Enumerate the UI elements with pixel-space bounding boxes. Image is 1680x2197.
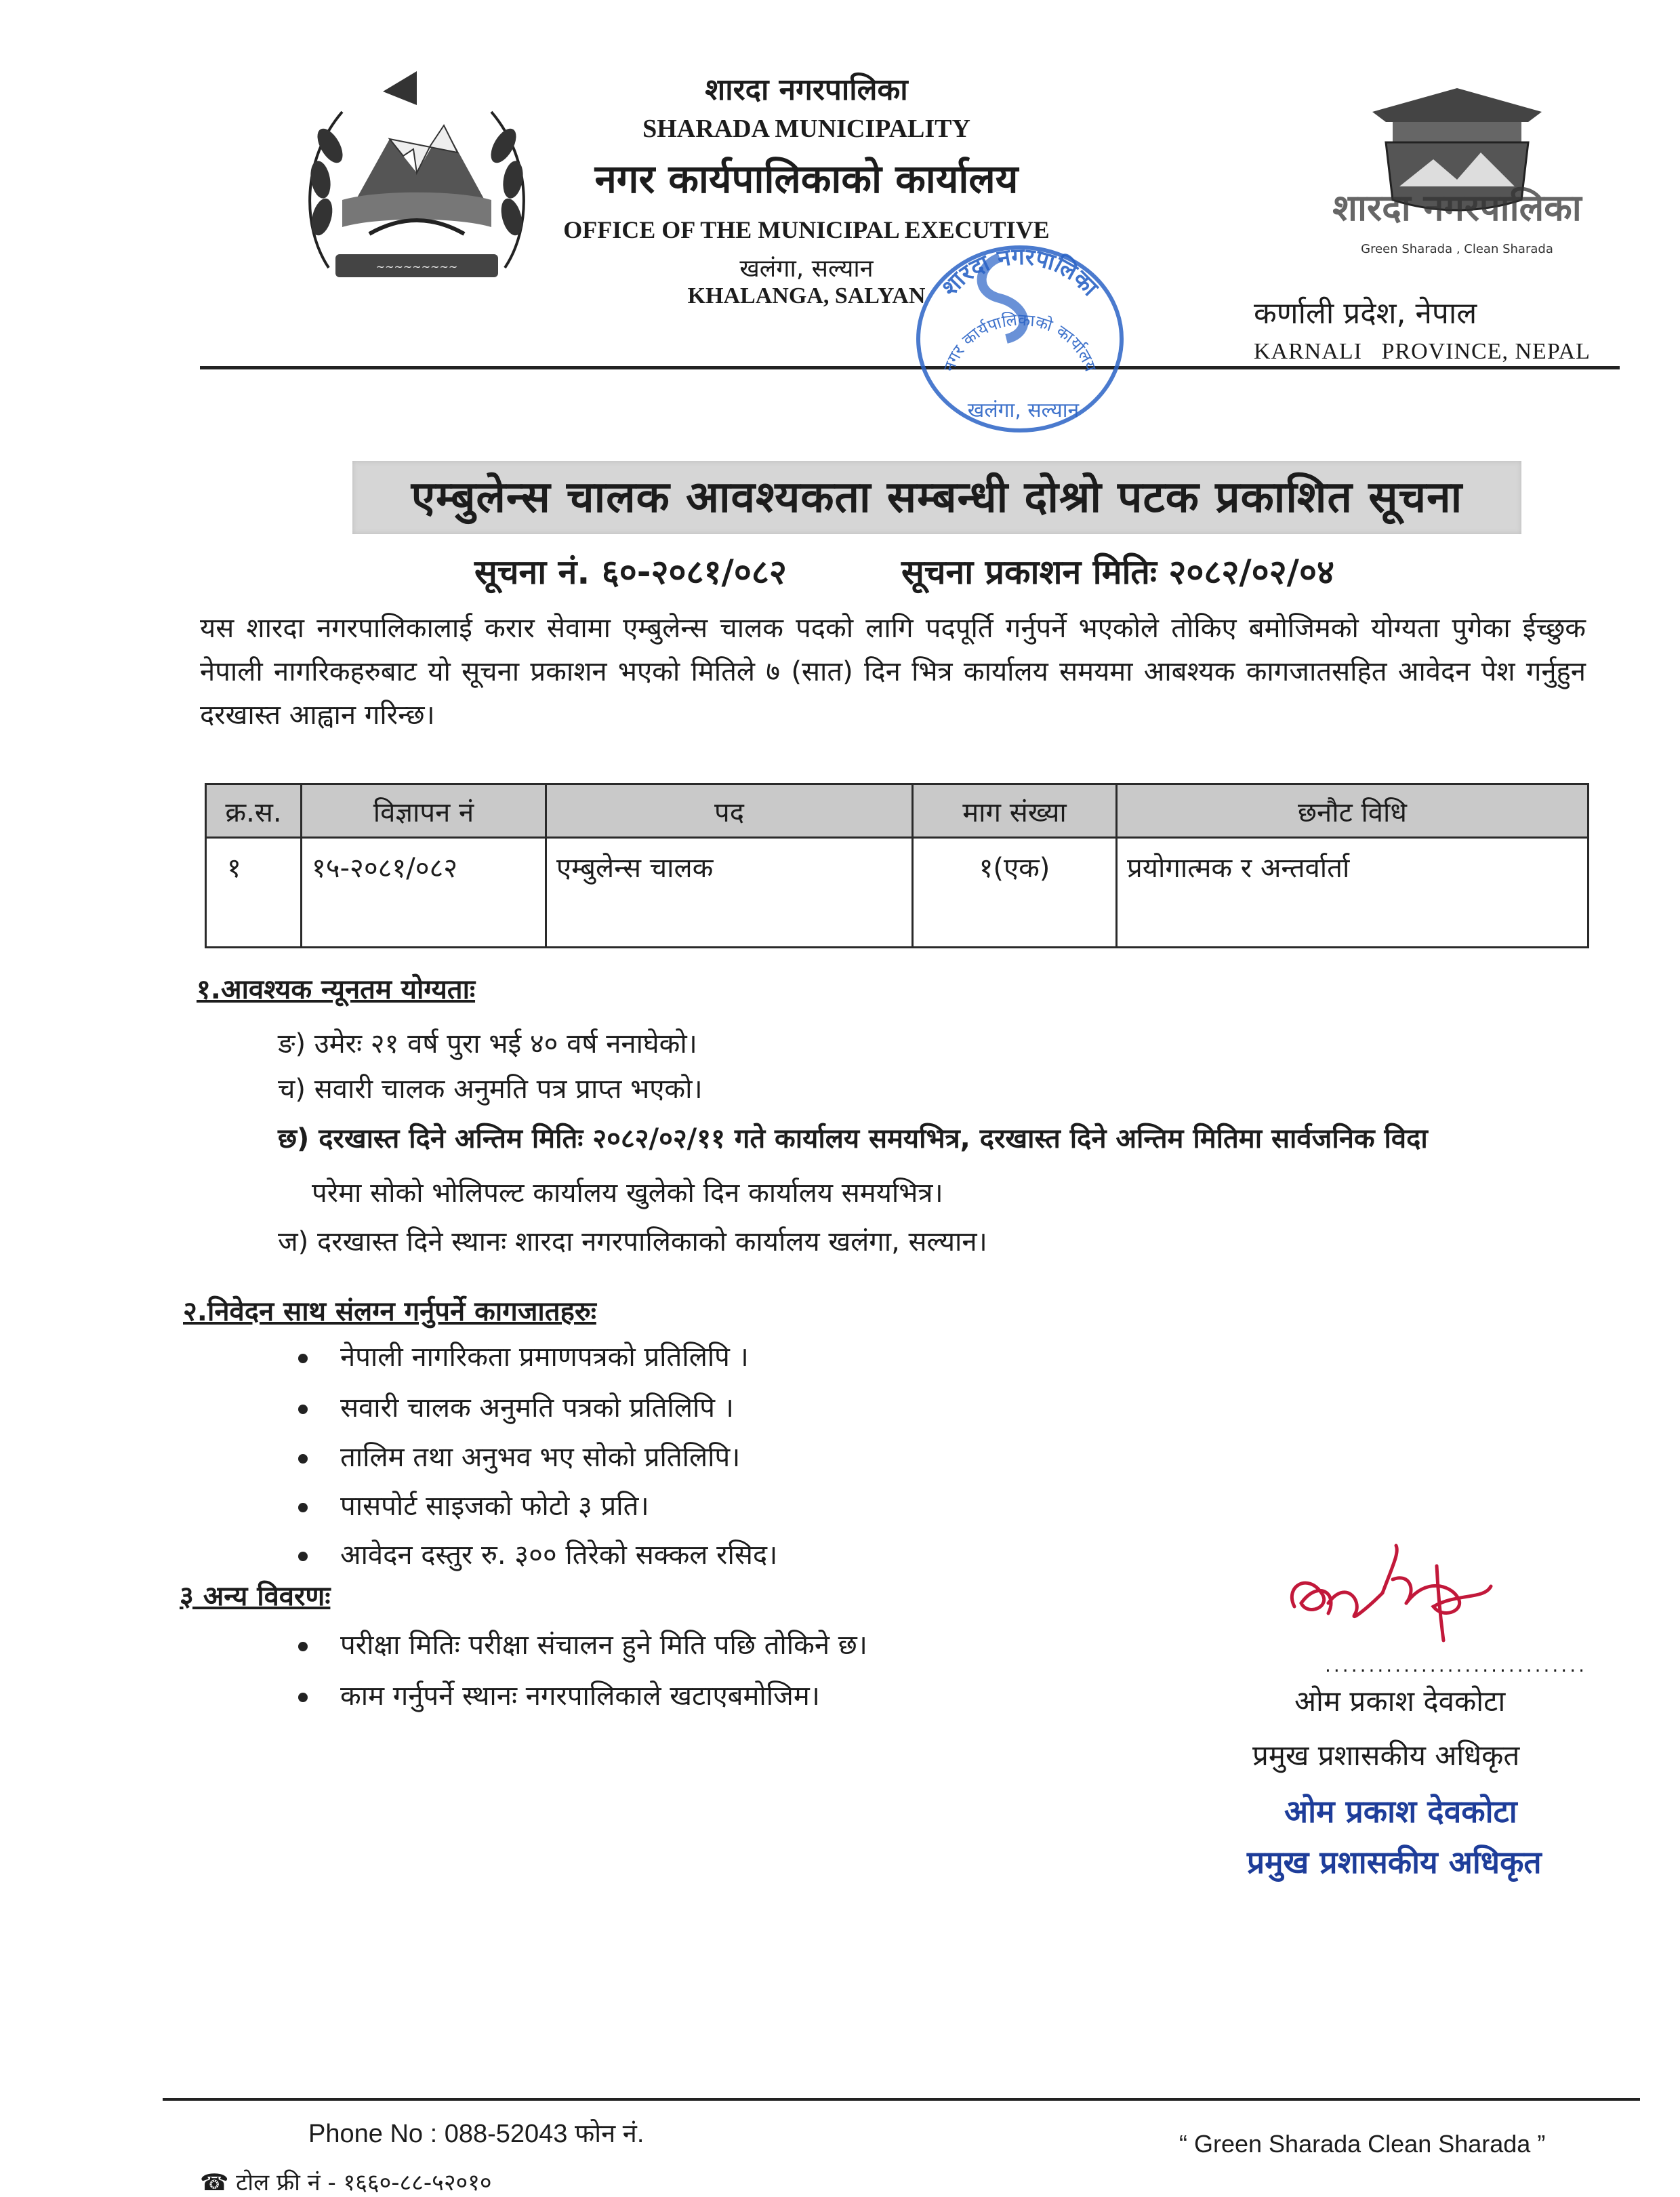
footer-divider: [163, 2098, 1640, 2101]
footer-tollfree: ☎ टोल फ्री नं - १६६०-८८-५२०१०: [200, 2169, 492, 2196]
municipality-logo-icon: [1332, 85, 1582, 268]
col-post: पद: [546, 784, 913, 838]
bullet-icon: [298, 1503, 308, 1512]
office-stamp: [898, 224, 1142, 441]
svg-text:खलंगा, सल्यान: खलंगा, सल्यान: [967, 399, 1080, 422]
cell-sn: १: [206, 838, 302, 948]
bullet-icon: [298, 1642, 308, 1651]
bullet-icon: [298, 1405, 308, 1414]
list-item: आवेदन दस्तुर रु. ३०० तिरेको सक्कल रसिद।: [298, 1533, 777, 1577]
list-item: तालिम तथा अनुभव भए सोको प्रतिलिपि।: [298, 1436, 740, 1479]
office-place-np: खलंगा, सल्यान: [739, 255, 874, 283]
col-sn: क्र.स.: [206, 784, 302, 838]
bullet-icon: [298, 1693, 308, 1702]
svg-text:~~~~~~~~~: ~~~~~~~~~: [375, 260, 458, 273]
notice-publish-date: सूचना प्रकाशन मितिः २०८२/०२/०४: [901, 552, 1334, 592]
section1-item: ज) दरखास्त दिने स्थानः शारदा नगरपालिकाको कार्यालय खलंगा, सल्यान।: [278, 1226, 987, 1257]
list-item: पासपोर्ट साइजको फोटो ३ प्रति।: [298, 1485, 649, 1528]
footer-slogan: “ Green Sharada Clean Sharada ”: [1179, 2130, 1546, 2158]
svg-text:नगर कार्यपालिकाको कार्यालय: नगर कार्यपालिकाको कार्यालय: [939, 310, 1101, 374]
office-place-en: KHALANGA, SALYAN: [687, 283, 926, 308]
office-name-en: OFFICE OF THE MUNICIPAL EXECUTIVE: [563, 216, 1050, 243]
vacancy-table: [205, 783, 1589, 948]
svg-text:Green Sharada , Clean Sharada: Green Sharada , Clean Sharada: [1361, 242, 1553, 256]
table-row: [206, 838, 1589, 948]
section1-item-continued: परेमा सोको भोलिपल्ट कार्यालय खुलेको दिन कार्यालय समयभित्र।: [312, 1177, 943, 1209]
list-item: काम गर्नुपर्ने स्थानः नगरपालिकाले खटाएबमोजिम।: [298, 1674, 820, 1718]
office-name-np: नगर कार्यपालिकाको कार्यालय: [594, 156, 1019, 202]
list-item: परीक्षा मितिः परीक्षा संचालन हुने मिति पछि तोकिने छ।: [298, 1624, 867, 1667]
table-header-row: [206, 784, 1589, 838]
col-advert-no: विज्ञापन नं: [302, 784, 546, 838]
cell-post: एम्बुलेन्स चालक: [546, 838, 913, 948]
notice-number: सूचना नं. ६०-२०८१/०८२: [474, 552, 787, 592]
signature-line: ..............................: [1325, 1654, 1588, 1676]
section1-heading: १.आवश्यक न्यूनतम योग्यताः: [197, 974, 476, 1005]
section3-heading: ३ अन्य विवरणः: [180, 1581, 331, 1612]
section1-item: ङ) उमेरः २१ वर्ष पुरा भई ४० वर्ष ननाघेको।: [278, 1028, 697, 1060]
footer-phone: Phone No : 088-52043 फोन नं.: [308, 2120, 644, 2148]
list-item: नेपाली नागरिकता प्रमाणपत्रको प्रतिलिपि ।: [298, 1335, 749, 1379]
province-np: कर्णाली प्रदेश, नेपाल: [1254, 296, 1477, 331]
municipality-name-np: शारदा नगरपालिका: [705, 73, 908, 107]
notice-intro: यस शारदा नगरपालिकालाई करार सेवामा एम्बुलेन्स चालक पदको लागि पदपूर्ति गर्नुपर्ने भएकोले तोकिए बमोजिमको योग्यता पुगेका ईच्छुक नेपाली नागरिकहरुबाट यो सूचना प्रकाशन भएको मितिले ७ (सात) दिन भित्र कार्यालय समयमा आबश्यक कागजातसहित आवेदन पेश गर्नुहुन दरखास्त आह्वान गरिन्छ।: [200, 613, 1586, 731]
signatory-name-stamp: ओम प्रकाश देवकोटा: [1284, 1793, 1517, 1830]
section2-heading: २.निवेदन साथ संलग्न गर्नुपर्ने कागजातहरुः: [183, 1296, 596, 1327]
section1-item: च) सवारी चालक अनुमति पत्र प्राप्त भएको।: [278, 1074, 703, 1105]
col-selection-method: छनौट विधि: [1117, 784, 1589, 838]
phone-icon: ☎: [200, 2169, 229, 2196]
municipality-name-en: SHARADA MUNICIPALITY: [642, 115, 970, 143]
bullet-icon: [298, 1454, 308, 1464]
province-en: KARNALI PROVINCE, NEPAL: [1254, 339, 1591, 364]
signatory-name: ओम प्रकाश देवकोटा: [1294, 1685, 1506, 1718]
notice-title: एम्बुलेन्स चालक आवश्यकता सम्बन्धी दोश्रो पटक प्रकाशित सूचना: [411, 472, 1463, 523]
list-item: सवारी चालक अनुमति पत्रको प्रतिलिपि ।: [298, 1386, 734, 1430]
svg-text:शारदा नगरपालिका: शारदा नगरपालिका: [1332, 186, 1582, 229]
cell-selection-method: प्रयोगात्मक र अन्तर्वार्ता: [1117, 838, 1589, 948]
signatory-title: प्रमुख प्रशासकीय अधिकृत: [1252, 1739, 1520, 1772]
cell-count: १(एक): [913, 838, 1117, 948]
cell-advert-no: १५-२०८१/०८२: [302, 838, 546, 948]
svg-text:शारदा नगरपालिका: शारदा नगरपालिका: [936, 243, 1104, 302]
bullet-icon: [298, 1552, 308, 1561]
signatory-title-stamp: प्रमुख प्रशासकीय अधिकृत: [1247, 1844, 1542, 1880]
section1-item: छ) दरखास्त दिने अन्तिम मितिः २०८२/०२/११ गते कार्यालय समयभित्र, दरखास्त दिने अन्तिम मितिमा सार्वजनिक विदा: [278, 1123, 1428, 1154]
signature: [1281, 1539, 1511, 1640]
col-count: माग संख्या: [913, 784, 1117, 838]
bullet-icon: [298, 1354, 308, 1363]
